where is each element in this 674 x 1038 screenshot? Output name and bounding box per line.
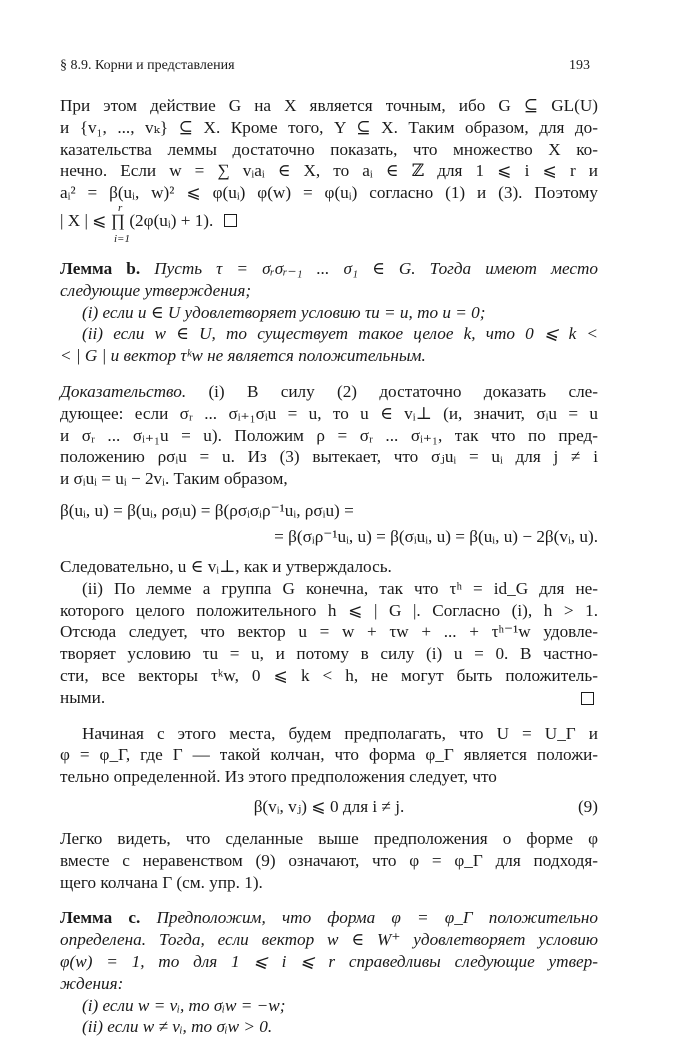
page-number: 193 xyxy=(569,58,590,73)
equation-line: β(uᵢ, u) = β(uᵢ, ρσᵢu) = β(ρσᵢσᵢρ⁻¹uᵢ, ρσᵢu) = xyxy=(60,500,354,520)
lemma-c-statement xyxy=(60,907,598,929)
text-line xyxy=(60,687,598,709)
text-line: творяет условию τu = u, и потому в силу (i) u = 0. В частно- xyxy=(60,644,598,664)
lemma-c-text: φ(w) = 1, то для 1 ⩽ i ⩽ r справедливы следующие утвер- xyxy=(60,951,598,971)
equation-9 xyxy=(60,796,598,822)
proof-text: (i) В силу (2) достаточно доказать сле- xyxy=(208,381,598,401)
text-line xyxy=(60,323,598,345)
equation-9-label: (9) xyxy=(577,796,598,816)
product-lower-limit: i=1 xyxy=(114,232,130,245)
text-line: aᵢ² = β(uᵢ, w)² ⩽ φ(uᵢ) φ(w) = φ(uᵢ) согласно (1) и (3). Поэтому xyxy=(60,183,598,203)
lemma-b-heading: Лемма b. xyxy=(60,258,141,278)
text-line: φ = φ_Γ, где Γ — такой колчан, что форма φ_Γ является положи- xyxy=(60,745,598,765)
text-fragment: ными. xyxy=(60,687,106,707)
product-expression: | X | ⩽ ∏ (2φ(uᵢ) + 1). xyxy=(60,210,214,230)
text-line: сти, все векторы τᵏw, 0 ⩽ k < h, не могут быть положитель- xyxy=(60,665,598,685)
lemma-c-heading: Лемма c. xyxy=(60,908,141,928)
text-line xyxy=(60,302,598,324)
text-line: и {v₁, ..., vₖ} ⊆ X. Кроме того, Y ⊆ X. Таким образом, для до- xyxy=(60,117,598,137)
text-line: казательства леммы достаточно показать, что множество X ко- xyxy=(60,139,598,159)
text-line: При этом действие G на X является точным, ибо G ⊆ GL(U) xyxy=(60,96,598,115)
text-line: положению ρσᵢu = u. Из (3) вытекает, что σⱼuᵢ = uᵢ для j ≠ i xyxy=(60,447,598,467)
text-line xyxy=(60,951,598,973)
equation-line: = β(σᵢρ⁻¹uᵢ, u) = β(σᵢuᵢ, u) = β(uᵢ, u) − 2β(vᵢ, u). xyxy=(274,526,598,546)
text-line xyxy=(60,973,598,995)
text-line: вместе с неравенством (9) означают, что φ = φ_Γ для подходя- xyxy=(60,850,598,870)
proof-heading: Доказательство. xyxy=(60,381,187,401)
text-line: дующее: если σᵣ ... σᵢ₊₁σᵢu = u, то u ∈ vᵢ⊥ (и, значит, σᵢu = u xyxy=(60,403,598,423)
page-body xyxy=(60,95,598,1038)
text-line xyxy=(60,995,598,1017)
lemma-b-text: следующие утверждения; xyxy=(60,280,252,300)
text-line: Легко видеть, что сделанные выше предположения о форме φ xyxy=(60,828,598,848)
text-line xyxy=(60,1016,598,1038)
text-line: тельно определенной. Из этого предположения следует, что xyxy=(60,767,497,787)
text-line: Отсюда следует, что вектор u = w + τw + ... + τʰ⁻¹w удовле- xyxy=(60,622,598,642)
qed-square-icon xyxy=(224,214,237,227)
text-line: и σᵣ ... σᵢ₊₁u = u). Положим ρ = σᵣ ... σᵢ₊₁, так что по пред- xyxy=(60,425,598,445)
text-line: (ii) По лемме a группа G конечна, так что τʰ = id_G для не- xyxy=(82,578,598,598)
lemma-b-statement xyxy=(60,258,598,280)
text-line xyxy=(60,345,598,367)
lemma-b-item-ii: (ii) если w ∈ U, то существует такое целое k, что 0 ⩽ k < xyxy=(82,324,598,344)
section-title: § 8.9. Корни и представления xyxy=(60,58,235,73)
text-line: Следовательно, u ∈ vᵢ⊥, как и утверждалось. xyxy=(60,556,392,576)
proof-line xyxy=(60,381,598,403)
text-line: щего колчана Γ (см. упр. 1). xyxy=(60,872,263,892)
text-line xyxy=(60,280,598,302)
text-line: которого целого положительного h ⩽ | G |. Согласно (i), h > 1. xyxy=(60,600,598,620)
text-line: и σᵢuᵢ = uᵢ − 2vᵢ. Таким образом, xyxy=(60,469,288,489)
lemma-c-item-i: (i) если w = vᵢ, то σᵢw = −w; xyxy=(82,995,286,1015)
lemma-b-text: Пусть τ = σᵣσᵣ₋₁ ... σ₁ ∈ G. Тогда имеют место xyxy=(154,258,599,278)
lemma-b-item-ii-cont: < | G | и вектор τᵏw не является положительным. xyxy=(60,346,426,366)
text-line xyxy=(60,929,598,951)
lemma-c-text: Предположим, что форма φ = φ_Γ положительно xyxy=(156,908,599,928)
lemma-c-item-ii: (ii) если w ≠ vᵢ, то σᵢw > 0. xyxy=(82,1017,273,1037)
product-upper-limit: r xyxy=(118,201,123,214)
text-line: Начиная с этого места, будем предполагать, что U = U_Γ и xyxy=(82,723,598,743)
lemma-b-item-i: (i) если u ∈ U удовлетворяет условию τu = u, то u = 0; xyxy=(82,302,486,322)
lemma-c-text: определена. Тогда, если вектор w ∈ W⁺ удовлетворяет условию xyxy=(60,930,598,950)
qed-square-icon xyxy=(581,692,594,705)
product-formula xyxy=(60,201,598,245)
lemma-c-text: ждения: xyxy=(60,973,124,993)
text-line: нечно. Если w = ∑ vᵢaᵢ ∈ X, то aᵢ ∈ ℤ для 1 ⩽ i ⩽ r и xyxy=(60,161,598,181)
equation-9-body: β(vᵢ, vⱼ) ⩽ 0 для i ≠ j. xyxy=(253,796,405,816)
